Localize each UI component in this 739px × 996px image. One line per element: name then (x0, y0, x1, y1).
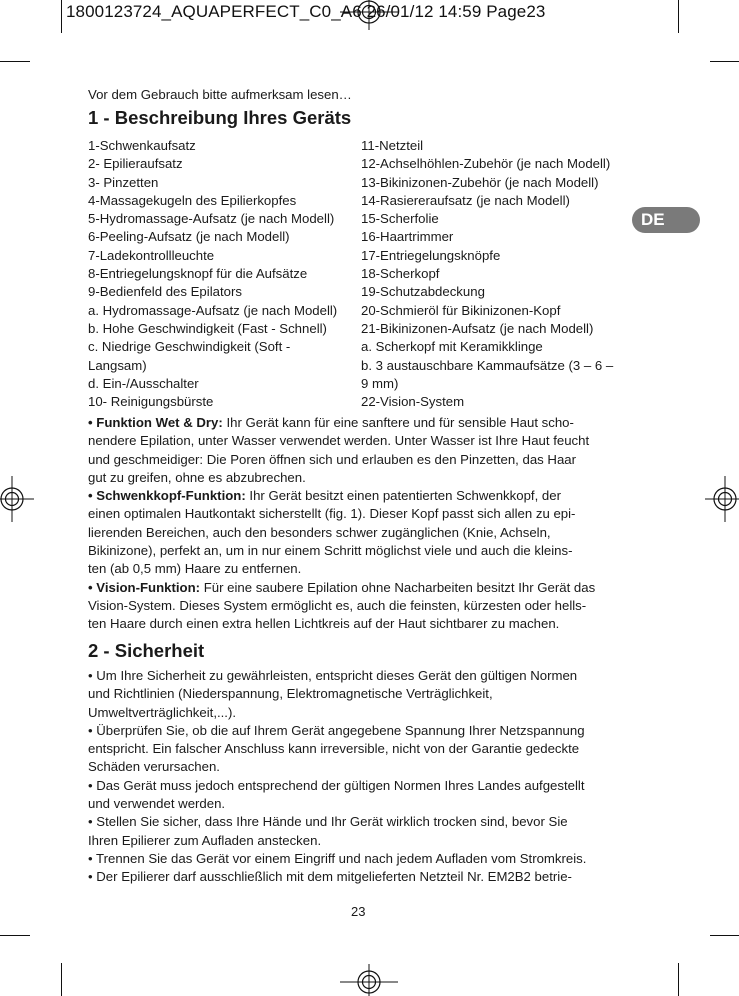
feature-text: gut zu greifen, ohne es abzubrechen. (88, 469, 306, 485)
list-item: Langsam) (88, 357, 147, 373)
feature-label: • Schwenkkopf-Funktion: (88, 488, 246, 504)
crop-mark-bottom-left-h (0, 935, 30, 936)
crop-mark-bottom-left-v (61, 963, 62, 996)
list-item: 20-Schmieröl für Bikinizonen-Kopf (361, 302, 561, 318)
page-number: 23 (351, 904, 366, 919)
safety-line: • Der Epilierer darf ausschließlich mit dem mitgelieferten Netzteil Nr. EM2B2 betrie- (88, 869, 572, 885)
feature-text: ten (ab 0,5 mm) Haare zu entfernen. (88, 561, 302, 577)
feature-text: Ihr Gerät kann für eine sanftere und für sensible Haut scho- (222, 415, 574, 430)
list-item: c. Niedrige Geschwindigkeit (Soft - (88, 339, 291, 355)
list-item: 6-Peeling-Aufsatz (je nach Modell) (88, 229, 290, 245)
list-item: 5-Hydromassage-Aufsatz (je nach Modell) (88, 211, 335, 227)
list-item: 14-Rasiereraufsatz (je nach Modell) (361, 192, 570, 208)
feature-label: • Funktion Wet & Dry: (88, 415, 223, 430)
safety-line: und Richtlinien (Niederspannung, Elektromagnetische Verträglichkeit, (88, 686, 493, 702)
features-block (88, 414, 633, 634)
safety-line: entspricht. Ein falscher Anschluss kann irreversible, nicht von der Garantie gedeckte (88, 741, 580, 757)
safety-line: • Überprüfen Sie, ob die auf Ihrem Gerät angegebene Spannung Ihrer Netzspannung (88, 722, 585, 738)
list-item: 15-Scherfolie (361, 211, 439, 227)
safety-line: und verwendet werden. (88, 796, 226, 812)
safety-line: • Trennen Sie das Gerät vor einem Eingriff und nach jedem Aufladen vom Stromkreis. (88, 850, 587, 866)
list-item: 17-Entriegelungsknöpfe (361, 247, 501, 263)
print-slug: 1800123724_AQUAPERFECT_C0_A6 26/01/12 14:59 Page23 (66, 2, 546, 21)
crop-mark-top-left-v (61, 0, 62, 33)
list-item: a. Scherkopf mit Keramikklinge (361, 339, 543, 355)
list-item: b. Hohe Geschwindigkeit (Fast - Schnell) (88, 320, 327, 336)
registration-mark-right-icon (703, 476, 739, 522)
crop-mark-top-left-h (0, 61, 30, 62)
feature-label: • Vision-Funktion: (88, 579, 201, 595)
list-item: b. 3 austauschbare Kammaufsätze (3 – 6 – (361, 357, 614, 373)
feature-text: Für eine saubere Epilation ohne Nacharbeiten besitzt Ihr Gerät das (200, 579, 596, 595)
safety-line: • Stellen Sie sicher, dass Ihre Hände und Ihr Gerät wirklich trocken sind, bevor Sie (88, 814, 568, 830)
list-item: 1-Schwenkaufsatz (88, 138, 196, 153)
parts-list-left (88, 137, 337, 411)
feature-text: nendere Epilation, unter Wasser verwendet werden. Unter Wasser ist Ihre Haut feucht (88, 433, 590, 449)
list-item: 11-Netzteil (361, 138, 424, 153)
safety-line: Ihren Epilierer zum Aufladen anstecken. (88, 832, 322, 848)
safety-line: Schäden verursachen. (88, 759, 220, 775)
feature-schwenkkopf (88, 487, 633, 578)
list-item: 9-Bedienfeld des Epilators (88, 284, 242, 300)
crop-mark-top-right-h (710, 61, 739, 62)
registration-mark-top-icon (340, 0, 398, 36)
list-item: 13-Bikinizonen-Zubehör (je nach Modell) (361, 174, 599, 190)
crop-mark-bottom-right-v (678, 963, 679, 996)
feature-text: und geschmeidiger: Die Poren öffnen sich und erlauben es den Pinzetten, das Haar (88, 451, 577, 467)
list-item: 21-Bikinizonen-Aufsatz (je nach Modell) (361, 320, 594, 336)
registration-mark-bottom-icon (340, 960, 398, 996)
list-item: 18-Scherkopf (361, 266, 440, 282)
safety-line: • Das Gerät muss jedoch entsprechend der gültigen Normen Ihres Landes aufgestellt (88, 777, 585, 793)
section-1-title: 1 - Beschreibung Ihres Geräts (88, 107, 352, 128)
crop-mark-top-right-v (678, 0, 679, 33)
list-item: 3- Pinzetten (88, 174, 159, 190)
list-item: 10- Reinigungsbürste (88, 394, 214, 410)
list-item: 22-Vision-System (361, 394, 465, 410)
registration-mark-left-icon (0, 476, 36, 522)
feature-text: einen optimalen Hautkontakt sicherstellt (fig. 1). Dieser Kopf passt sich allen zu epi- (88, 506, 576, 522)
list-item: 19-Schutzabdeckung (361, 284, 485, 300)
list-item: 16-Haartrimmer (361, 229, 454, 245)
parts-list-right (361, 137, 613, 411)
intro-text: Vor dem Gebrauch bitte aufmerksam lesen… (88, 87, 352, 102)
feature-text: Bikinizone), perfekt an, um in nur einem Schritt möglichst viele und auch die kleins- (88, 543, 573, 559)
list-item: a. Hydromassage-Aufsatz (je nach Modell) (88, 302, 338, 318)
language-tab-de: DE (632, 207, 700, 233)
list-item: 2- Epilieraufsatz (88, 156, 183, 172)
feature-text: Ihr Gerät besitzt einen patentierten Schwenkkopf, der (245, 488, 561, 504)
feature-text: Vision-System. Dieses System ermöglicht es, auch die feinsten, kürzesten oder hells- (88, 597, 587, 613)
safety-block (88, 667, 633, 887)
list-item: 4-Massagekugeln des Epilierkopfes (88, 192, 297, 208)
list-item: 7-Ladekontrollleuchte (88, 247, 215, 263)
list-item: 9 mm) (361, 375, 399, 391)
feature-text: ten Haare durch einen extra hellen Lichtkreis auf der Haut sichtbarer zu machen. (88, 616, 560, 632)
crop-mark-bottom-right-h (710, 935, 739, 936)
safety-line: Umweltverträglichkeit,...). (88, 704, 237, 720)
safety-line: • Um Ihre Sicherheit zu gewährleisten, entspricht dieses Gerät den gültigen Normen (88, 668, 578, 683)
section-2-title: 2 - Sicherheit (88, 640, 205, 661)
feature-wet-dry (88, 414, 633, 487)
list-item: 8-Entriegelungsknopf für die Aufsätze (88, 266, 308, 282)
list-item: 12-Achselhöhlen-Zubehör (je nach Modell) (361, 156, 611, 172)
list-item: d. Ein-/Ausschalter (88, 375, 199, 391)
feature-text: lierenden Bereichen, auch den besonders schwer zugänglichen (Knie, Achseln, (88, 524, 551, 540)
feature-vision (88, 579, 633, 634)
